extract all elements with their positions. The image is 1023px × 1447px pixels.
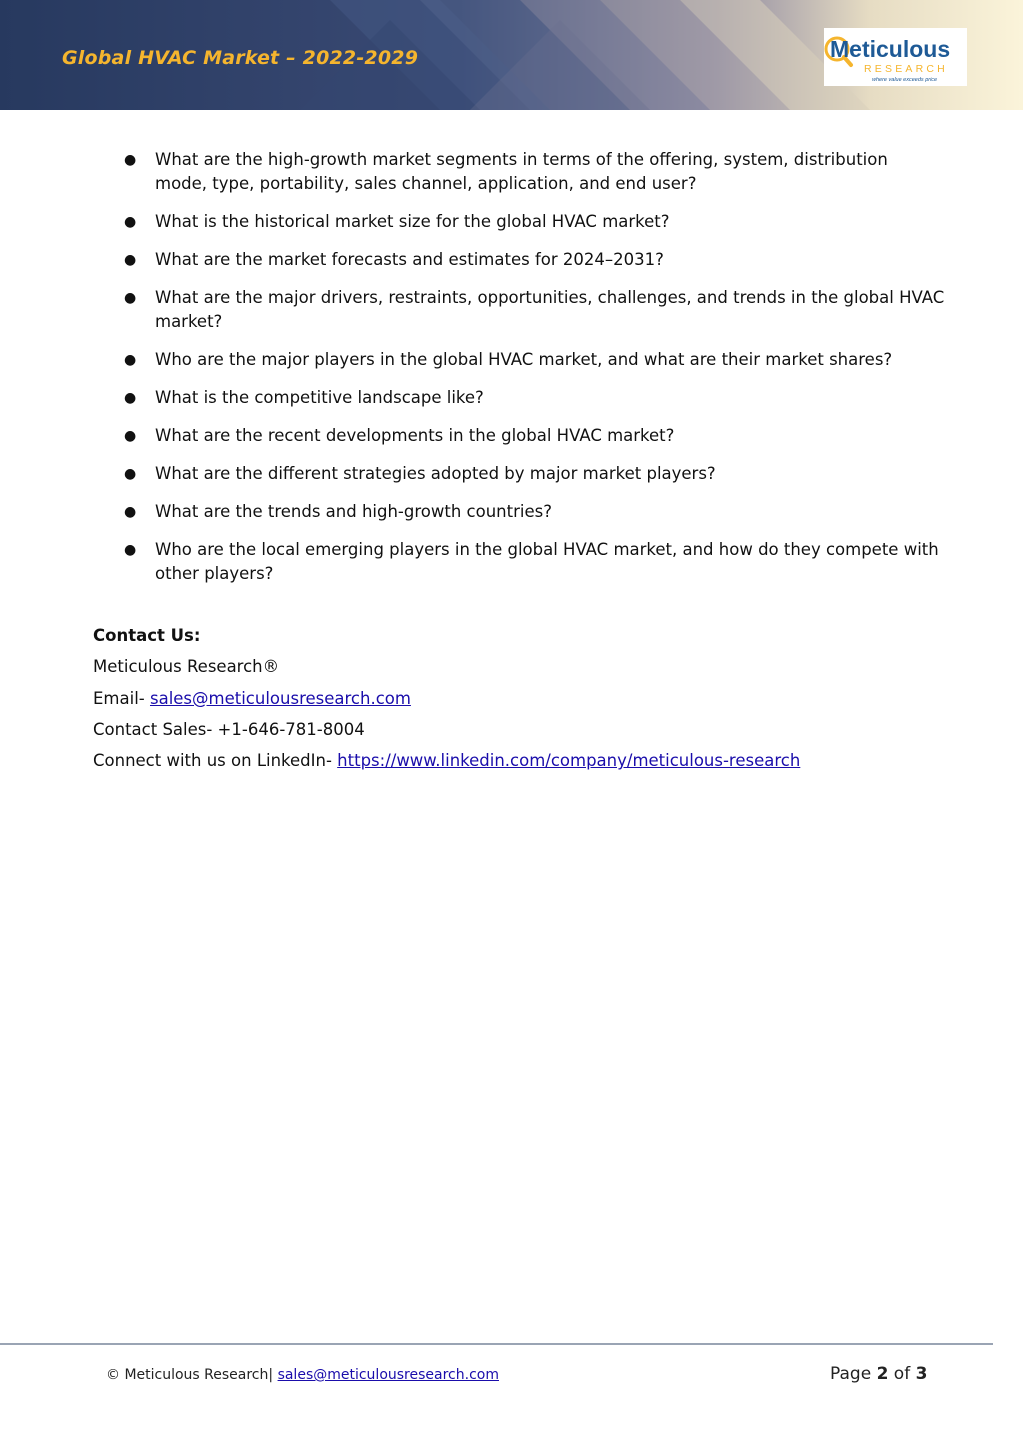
company-name: Meticulous Research®: [93, 657, 280, 677]
list-item: ● What is the historical market size for the global HVAC market?: [155, 210, 945, 234]
company-logo[interactable]: [824, 28, 967, 86]
page-number: Page 2 of 3: [830, 1364, 928, 1384]
bullet-icon: ●: [124, 252, 137, 268]
email-label: Email-: [93, 688, 150, 708]
email-link[interactable]: sales@meticulousresearch.com: [149, 688, 411, 708]
contact-heading: Contact Us:: [93, 626, 201, 645]
header-banner: [0, 0, 1023, 110]
bullet-icon: ●: [124, 214, 137, 230]
svg-text:where value exceeds price: where value exceeds price: [872, 77, 938, 83]
header-title: Global HVAC Market – 2022-2029: [62, 47, 419, 69]
footer-copyright: [106, 1367, 499, 1383]
magnifier-logo-icon: [824, 28, 967, 86]
list-item: ● What are the trends and high-growth countries?: [155, 500, 945, 524]
linkedin-link[interactable]: https://www.linkedin.com/company/meticulous-research: [337, 751, 801, 771]
footer-divider: [0, 1343, 993, 1345]
current-page: 2: [876, 1364, 889, 1384]
svg-text:RESEARCH: RESEARCH: [864, 63, 948, 75]
linkedin-line: [93, 749, 973, 780]
bullet-icon: ●: [124, 428, 137, 444]
bullet-icon: ●: [124, 504, 137, 520]
bullet-icon: ●: [124, 352, 137, 368]
list-item: ● What are the different strategies adopted by major market players?: [155, 462, 945, 486]
bullet-icon: ●: [124, 290, 137, 306]
bullet-icon: ●: [124, 466, 137, 482]
svg-text:Meticulous: Meticulous: [830, 36, 951, 62]
linkedin-label: Connect with us on LinkedIn-: [93, 751, 338, 771]
email-line: [93, 687, 973, 718]
list-item: ● What are the major drivers, restraints, opportunities, challenges, and trends in the global HVAC market?: [124, 288, 945, 331]
list-item: ● What are the recent developments in the global HVAC market?: [155, 424, 945, 448]
copyright-text: © Meticulous Research|: [106, 1367, 278, 1383]
bullet-icon: ●: [124, 542, 137, 558]
sales-phone: Contact Sales- +1-646-781-8004: [93, 719, 365, 739]
list-item: ● What are the high-growth market segments in terms of the offering, system, distribution mode, type, portability, sales channel, application, and end user?: [124, 150, 888, 193]
footer-email-link[interactable]: sales@meticulousresearch.com: [277, 1367, 499, 1383]
contact-section: [93, 624, 973, 780]
questions-list: [124, 148, 945, 600]
bullet-icon: ●: [124, 152, 137, 168]
list-item: ● Who are the major players in the global HVAC market, and what are their market shares?: [155, 348, 945, 372]
total-pages: 3: [915, 1364, 928, 1384]
list-item: ● What is the competitive landscape like?: [155, 386, 945, 410]
list-item: ● What are the market forecasts and estimates for 2024–2031?: [155, 248, 945, 272]
list-item: ● Who are the local emerging players in the global HVAC market, and how do they compete with other players?: [124, 540, 939, 583]
bullet-icon: ●: [124, 390, 137, 406]
